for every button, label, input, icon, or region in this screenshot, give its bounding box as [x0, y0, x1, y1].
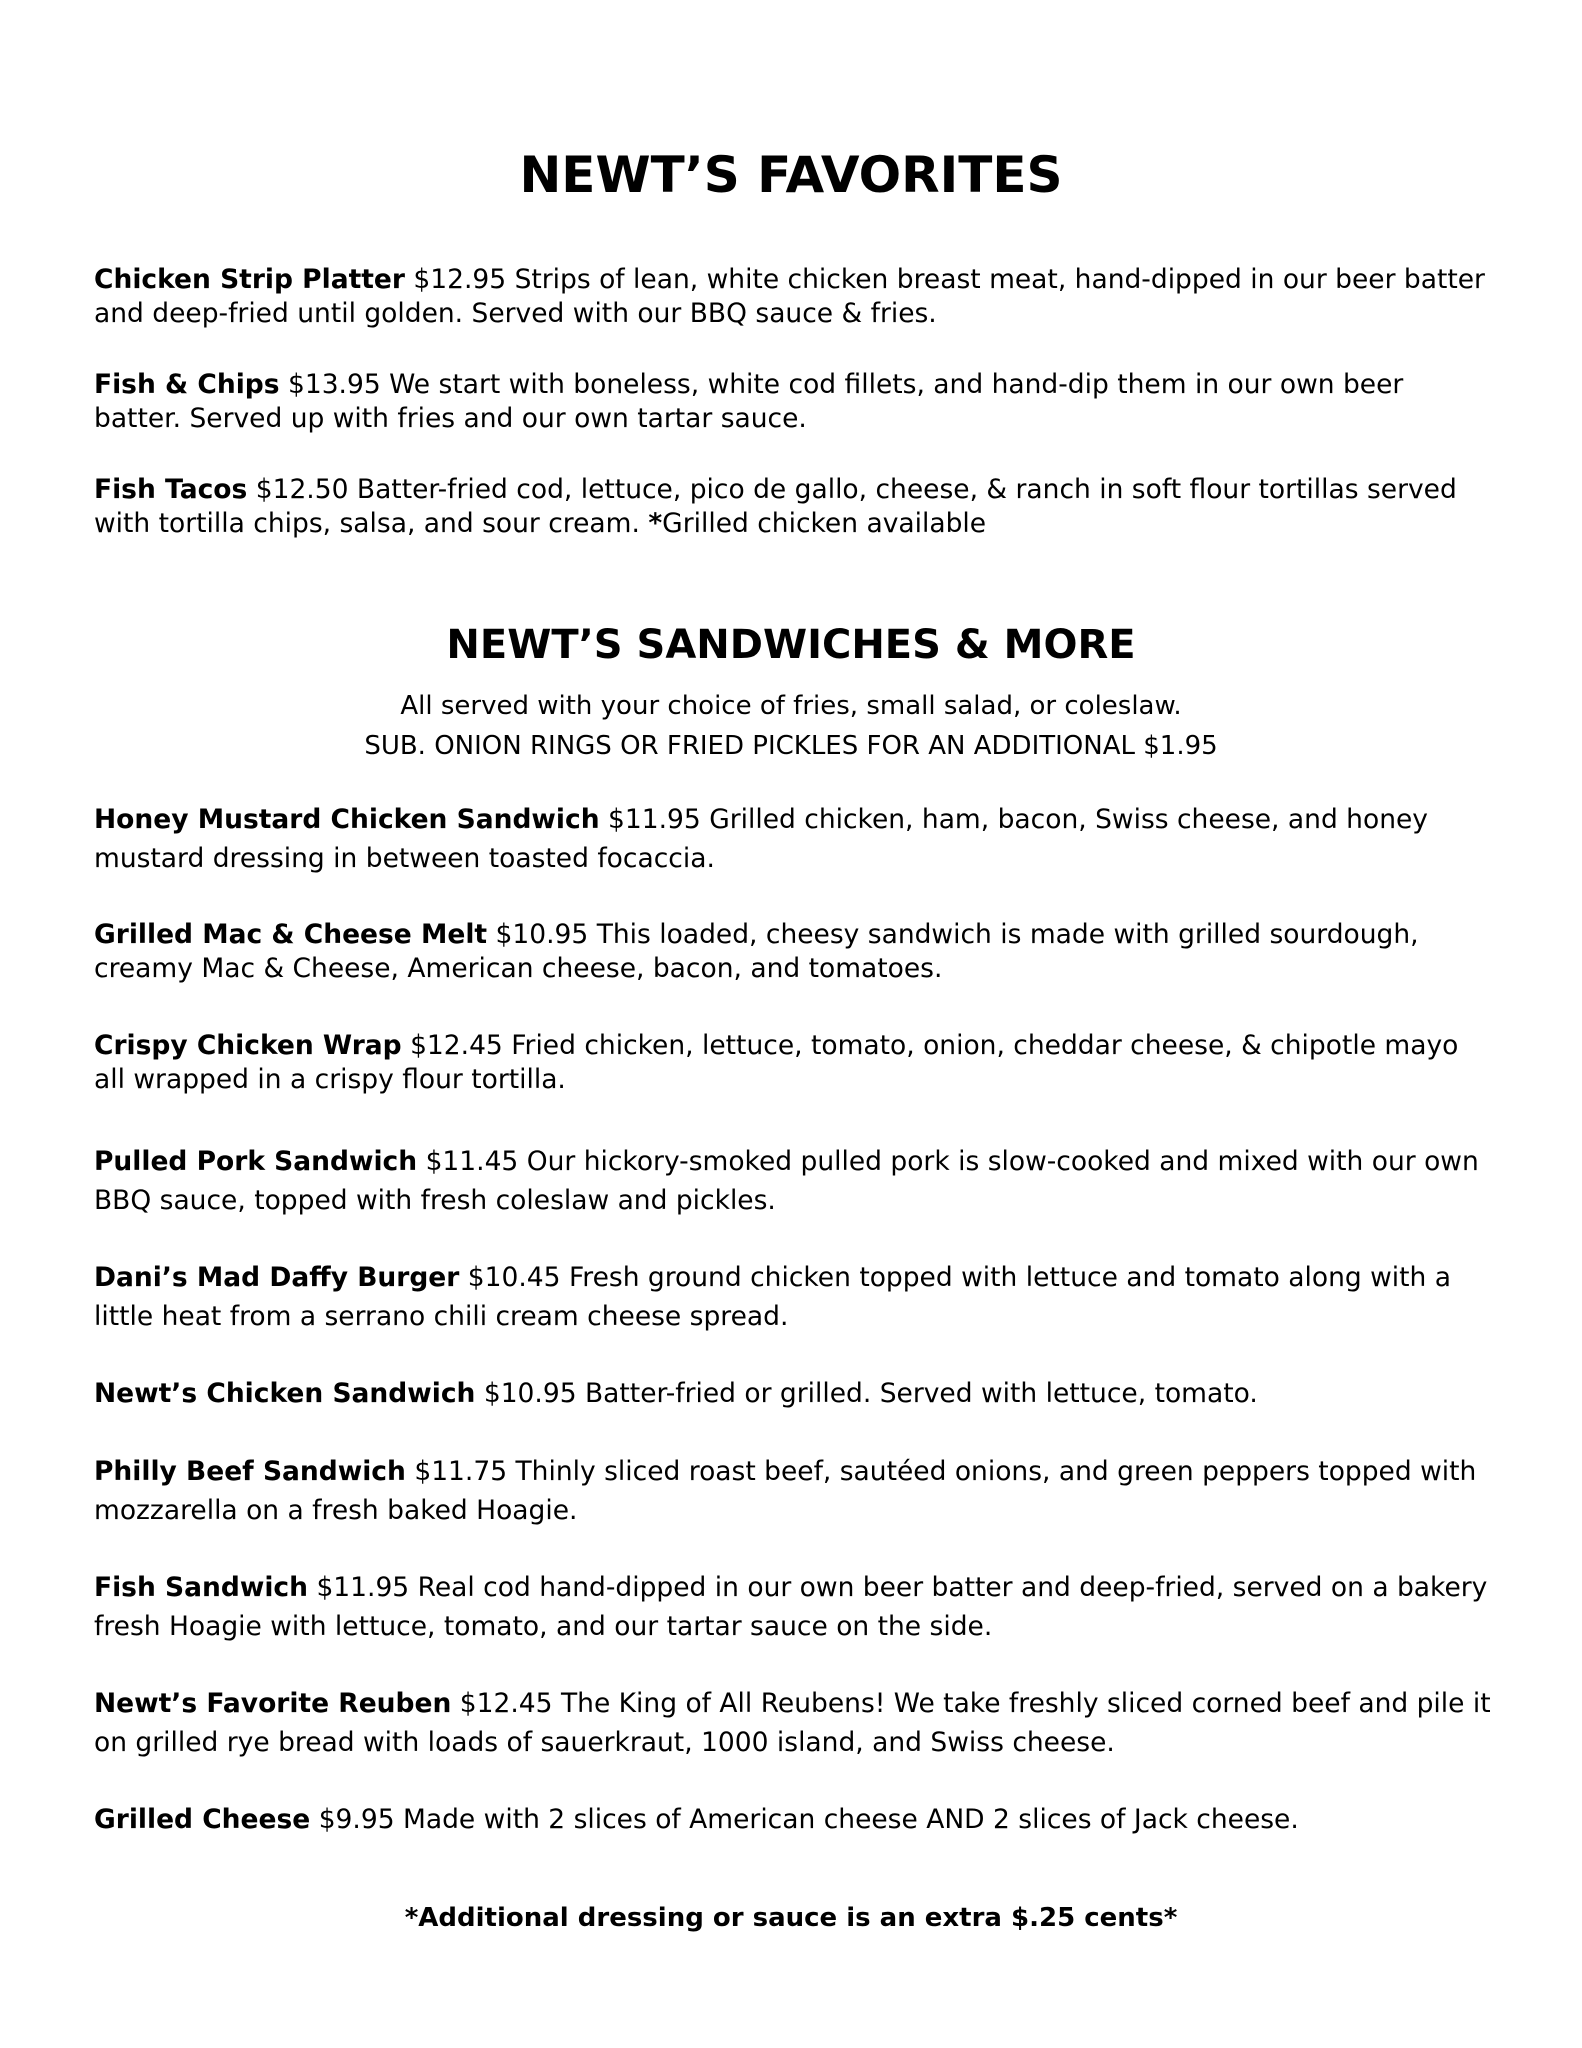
item-price: $13.95 — [287, 369, 381, 400]
item-description: Made with 2 slices of American cheese AND 2 slices of Jack cheese. — [403, 1804, 1299, 1835]
menu-item — [94, 1800, 1494, 1839]
menu-item — [94, 1684, 1494, 1762]
menu-item — [94, 368, 1494, 436]
menu-item — [94, 1568, 1494, 1646]
item-name: Newt’s Chicken Sandwich — [94, 1378, 476, 1409]
item-name: Grilled Mac & Cheese Melt — [94, 919, 488, 950]
item-price: $11.75 — [414, 1456, 508, 1487]
item-name: Crispy Chicken Wrap — [94, 1030, 402, 1061]
item-description: Grilled chicken, ham, bacon, Swiss cheese, and honey mustard dressing in between toasted focaccia. — [94, 804, 1428, 874]
menu-item — [94, 1029, 1494, 1097]
item-name: Dani’s Mad Daffy Burger — [94, 1262, 460, 1293]
item-price: $11.95 — [608, 804, 701, 835]
item-name: Honey Mustard Chicken Sandwich — [94, 804, 600, 835]
item-description: Batter-fried cod, lettuce, pico de gallo, cheese, & ranch in soft flour tortillas served with tortilla chips, salsa, and sour cream. — [94, 474, 1457, 539]
favorites-title: NEWT’S FAVORITES — [519, 146, 1063, 204]
footnote: *Additional dressing or sauce is an extra $.25 cents* — [404, 1903, 1178, 1933]
menu-item — [94, 1258, 1494, 1336]
item-description: This loaded, cheesy sandwich is made with grilled sourdough, creamy Mac & Cheese, American cheese, bacon, and tomatoes. — [94, 919, 1419, 984]
item-name: Newt’s Favorite Reuben — [94, 1688, 452, 1719]
menu-item — [94, 1374, 1494, 1413]
menu-item — [94, 1452, 1494, 1530]
menu-item — [94, 800, 1494, 878]
sandwiches-title: NEWT’S SANDWICHES & MORE — [446, 622, 1136, 668]
item-description: Fried chicken, lettuce, tomato, onion, cheddar cheese, & chipotle mayo all wrapped in a crispy flour tortilla. — [94, 1030, 1459, 1095]
item-price: $11.95 — [316, 1572, 410, 1603]
item-price: $10.95 — [495, 919, 589, 950]
item-name: Pulled Pork Sandwich — [94, 1146, 418, 1177]
item-name: Fish Sandwich — [94, 1572, 308, 1603]
item-description: The King of All Reubens! We take freshly sliced corned beef and pile it on grilled rye bread with loads of sauerkraut, 1000 island, and Swiss cheese. — [94, 1688, 1491, 1758]
item-description: Thinly sliced roast beef, sautéed onions, and green peppers topped with mozzarella on a fresh baked Hoagie. — [94, 1456, 1477, 1526]
menu-item — [94, 263, 1494, 331]
item-price: $12.95 — [413, 264, 507, 295]
item-description: Batter-fried or grilled. Served with lettuce, tomato. — [585, 1378, 1258, 1409]
note-mark: * — [648, 508, 663, 539]
item-name: Grilled Cheese — [94, 1804, 311, 1835]
sandwiches-subtitle: All served with your choice of fries, small salad, or coleslaw. — [400, 691, 1182, 721]
item-price: $12.45 — [410, 1030, 503, 1061]
item-description: Our hickory-smoked pulled pork is slow-cooked and mixed with our own BBQ sauce, topped with fresh coleslaw and pickles. — [94, 1146, 1479, 1216]
item-price: $11.45 — [425, 1146, 519, 1177]
item-price: $9.95 — [318, 1804, 395, 1835]
item-description: Real cod hand-dipped in our own beer batter and deep-fried, served on a bakery fresh Hoagie with lettuce, tomato, and our tartar sauce on the side. — [94, 1572, 1488, 1642]
item-name: Philly Beef Sandwich — [94, 1456, 406, 1487]
menu-item — [94, 918, 1494, 986]
item-note: Grilled chicken available — [662, 508, 987, 539]
item-price: $10.45 — [467, 1262, 561, 1293]
menu-item — [94, 1142, 1494, 1220]
item-price: $10.95 — [483, 1378, 577, 1409]
item-name: Chicken Strip Platter — [94, 264, 405, 295]
item-description: We start with boneless, white cod fillets, and hand-dip them in our own beer batter. Served up with fries and our own tartar sauce. — [94, 369, 1404, 434]
sandwiches-upgrade-note: SUB. ONION RINGS OR FRIED PICKLES FOR AN ADDITIONAL $1.95 — [364, 731, 1218, 761]
item-name: Fish Tacos — [94, 474, 248, 505]
item-name: Fish & Chips — [94, 369, 280, 400]
menu-item — [94, 473, 1494, 541]
item-description: Strips of lean, white chicken breast meat, hand-dipped in our beer batter and deep-fried until golden. Served with our BBQ sauce & fries. — [94, 264, 1485, 329]
item-description: Fresh ground chicken topped with lettuce and tomato along with a little heat from a serrano chili cream cheese spread. — [94, 1262, 1451, 1332]
item-price: $12.45 — [459, 1688, 553, 1719]
item-price: $12.50 — [255, 474, 349, 505]
